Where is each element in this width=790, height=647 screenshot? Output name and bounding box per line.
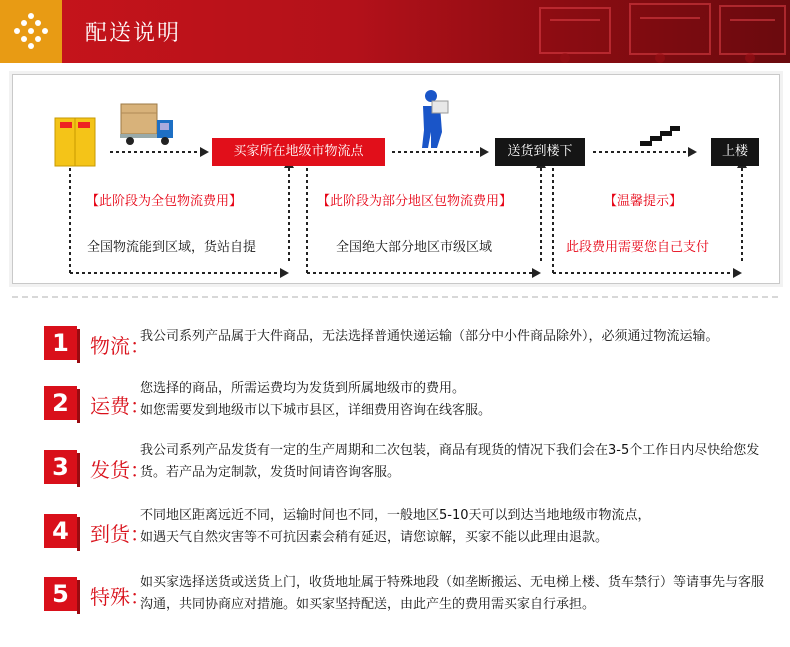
flow-arrows bbox=[0, 0, 790, 300]
arrow-head-icon bbox=[688, 147, 697, 157]
arrow-head-icon bbox=[200, 147, 209, 157]
item-number-badge: 5 bbox=[44, 577, 77, 611]
item-label: 到货： bbox=[90, 522, 150, 546]
stairs-icon bbox=[640, 126, 680, 146]
note-item-special bbox=[30, 575, 770, 625]
cabinet-icon bbox=[55, 118, 95, 166]
arrow-head-icon bbox=[532, 268, 541, 278]
stage-2-tag: 【此阶段为部分地区包物流费用】 bbox=[317, 194, 513, 209]
item-number-badge: 1 bbox=[44, 326, 77, 360]
item-text: 我公司系列产品发货有一定的生产周期和二次包装，商品有现货的情况下我们会在3-5个工作日内尽快给您发货。若产品为定制款，发货时间请咨询客服。 bbox=[140, 443, 760, 480]
stage-1-desc: 全国物流能到区域，货站自提 bbox=[87, 240, 257, 255]
item-text: 不同地区距离远近不同，运输时间也不同，一般地区5-10天可以到达当地地级市物流点， 如遇天气自然灾害等不可抗因素会稍有延迟，请您谅解，买家不能以此理由退款。 bbox=[140, 508, 651, 545]
item-number-badge: 3 bbox=[44, 450, 77, 484]
item-label: 发货： bbox=[90, 458, 150, 482]
courier-icon bbox=[422, 90, 448, 148]
stage-2-desc: 全国绝大部分地区市级区域 bbox=[336, 240, 493, 255]
item-text: 您选择的商品，所需运费均为发货到所属地级市的费用。 如您需要发到地级市以下城市县区，详细费用咨询在线客服。 bbox=[140, 381, 492, 418]
item-label: 运费： bbox=[90, 394, 150, 418]
stage-3-desc: 此段费用需要您自己支付 bbox=[566, 240, 710, 255]
note-item-shipping bbox=[30, 443, 770, 498]
item-text: 我公司系列产品属于大件商品，无法选择普通快递运输（部分中小件商品除外），必须通过物流运输。 bbox=[140, 329, 719, 344]
note-item-logistics bbox=[30, 324, 770, 374]
item-label: 特殊： bbox=[90, 585, 150, 609]
section-divider bbox=[12, 296, 778, 298]
note-item-freight bbox=[30, 381, 770, 434]
stage-1-tag: 【此阶段为全包物流费用】 bbox=[86, 194, 243, 209]
item-number-badge: 2 bbox=[44, 386, 77, 420]
item-text: 如买家选择送货或送货上门，收货地址属于特殊地段（如垄断搬运、无电梯上楼、货车禁行）等请事先与客服沟通，共同协商应对措施。如买家坚持配送，由此产生的费用需买家自行承担。 bbox=[140, 575, 765, 612]
upstairs-box: 上楼 bbox=[711, 138, 759, 166]
item-label: 物流： bbox=[90, 334, 150, 358]
item-number-badge: 4 bbox=[44, 514, 77, 548]
arrow-head-icon bbox=[733, 268, 742, 278]
delivery-downstairs-box: 送货到楼下 bbox=[495, 138, 585, 166]
stage-3-tag: 【温馨提示】 bbox=[604, 194, 683, 209]
note-item-arrival bbox=[30, 508, 770, 562]
arrow-head-icon bbox=[480, 147, 489, 157]
page-title: 配送说明 bbox=[85, 21, 182, 46]
local-logistics-point-box: 买家所在地级市物流点 bbox=[212, 138, 385, 166]
arrow-head-icon bbox=[280, 268, 289, 278]
delivery-truck-icon bbox=[120, 104, 173, 145]
